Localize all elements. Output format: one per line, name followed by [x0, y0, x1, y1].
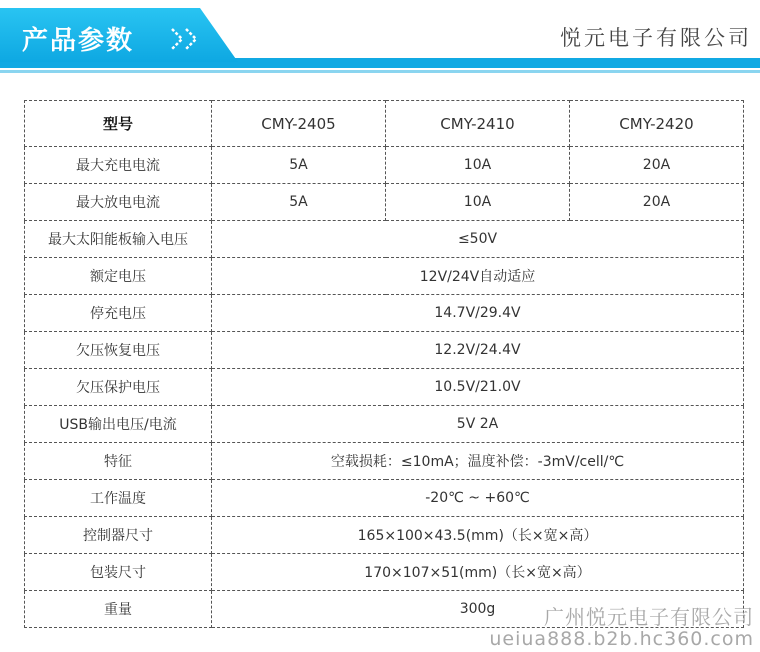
- value-cell: 5A: [212, 184, 386, 221]
- company-name: 悦元电子有限公司: [560, 26, 752, 50]
- value-cell: 5A: [212, 147, 386, 184]
- value-cell: 10A: [386, 147, 570, 184]
- row-label: 包装尺寸: [25, 554, 212, 591]
- row-label: 工作温度: [25, 480, 212, 517]
- value-cell: 20A: [570, 184, 744, 221]
- page-title: 产品参数: [22, 26, 135, 56]
- value-cell: 10A: [386, 184, 570, 221]
- row-label: 最大放电电流: [25, 184, 212, 221]
- table-row-model: [25, 101, 744, 147]
- value-cell: 空载损耗：≤10mA；温度补偿：-3mV/cell/℃: [212, 443, 744, 480]
- table-row: [25, 480, 744, 517]
- table-row: [25, 554, 744, 591]
- row-label: 欠压保护电压: [25, 369, 212, 406]
- table-row: [25, 221, 744, 258]
- table-row: [25, 147, 744, 184]
- value-cell: 165×100×43.5(mm)（长×宽×高）: [212, 517, 744, 554]
- value-cell: 10.5V/21.0V: [212, 369, 744, 406]
- value-cell: 12V/24V自动适应: [212, 258, 744, 295]
- value-cell: 300g: [212, 591, 744, 628]
- value-cell: 5V 2A: [212, 406, 744, 443]
- watermark-url: ueiua888.b2b.hc360.com: [489, 628, 754, 650]
- spec-table: [24, 100, 744, 628]
- value-cell: 12.2V/24.4V: [212, 332, 744, 369]
- table-row: [25, 369, 744, 406]
- table-row: [25, 517, 744, 554]
- header-banner: [0, 0, 760, 78]
- value-cell: ≤50V: [212, 221, 744, 258]
- row-label: 最大充电电流: [25, 147, 212, 184]
- double-chevron-right-icon: [168, 26, 210, 52]
- row-label: 额定电压: [25, 258, 212, 295]
- table-row: [25, 443, 744, 480]
- table-row: [25, 332, 744, 369]
- row-label: 重量: [25, 591, 212, 628]
- model-cell: CMY-2420: [570, 101, 744, 147]
- table-row: [25, 184, 744, 221]
- model-label: 型号: [25, 101, 212, 147]
- table-row: [25, 295, 744, 332]
- watermark-company: 广州悦元电子有限公司: [544, 605, 754, 629]
- value-cell: 14.7V/29.4V: [212, 295, 744, 332]
- model-cell: CMY-2410: [386, 101, 570, 147]
- table-row: [25, 406, 744, 443]
- model-cell: CMY-2405: [212, 101, 386, 147]
- table-row: [25, 258, 744, 295]
- row-label: 控制器尺寸: [25, 517, 212, 554]
- header-accent-line-thin: [0, 70, 760, 73]
- table-row: [25, 591, 744, 628]
- value-cell: -20℃ ~ +60℃: [212, 480, 744, 517]
- row-label: 欠压恢复电压: [25, 332, 212, 369]
- row-label: 停充电压: [25, 295, 212, 332]
- row-label: 特征: [25, 443, 212, 480]
- row-label: USB输出电压/电流: [25, 406, 212, 443]
- value-cell: 20A: [570, 147, 744, 184]
- value-cell: 170×107×51(mm)（长×宽×高）: [212, 554, 744, 591]
- row-label: 最大太阳能板输入电压: [25, 221, 212, 258]
